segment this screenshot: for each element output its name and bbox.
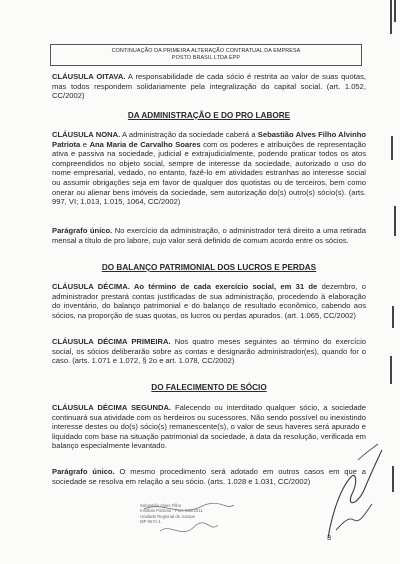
margin-mark: [392, 466, 394, 492]
clausula-nona-name2: Ana Maria de Carvalho Soares: [89, 139, 201, 149]
clausula-decima-primeira: [52, 337, 366, 366]
header-line-2: POSTO BRASIL LTDA EPP: [171, 55, 241, 61]
margin-mark: [390, 356, 392, 384]
clausula-decima-primeira-title: CLÁUSULA DÉCIMA PRIMEIRA.: [52, 337, 171, 346]
heading-administracao-text: DA ADMINISTRAÇÃO E DO PRO LABORE: [127, 111, 291, 120]
handwritten-signature: [318, 420, 388, 550]
paragrafo-unico-1-text: No exercício da administração, o administrador terá direito a uma retirada mensal a título de pro labore, cujo valor será definido de comum acordo entre os sócios.: [52, 226, 367, 245]
paragrafo-unico-1: [52, 226, 366, 245]
clausula-decima-primeira-text: Nos quatro meses seguintes ao término do exercício social, os sócios deliberarão sobre as contas e designarão administrador(es), quando for o caso. (arts. 1.071 e 1.072, § 2o e art. 1.078, CC/2002): [52, 337, 366, 366]
stamp-scribble: [140, 503, 240, 545]
clausula-decima-segunda-text: Falecendo ou interditado qualquer sócio, a sociedade continuará sua atividade com os herdeiros ou sucessores. Não sendo possível ou inexistindo interesse destes ou do(s) sócio(s) remanescente(s), o valor de seus haveres será apurado e liquidado com base na situação patrimonial da sociedade, à data da resolução, verificada em balanço especialmente levantado.: [52, 403, 366, 451]
stamp-line-2: Instituto Patriota - Port. 534/2011: [140, 508, 203, 514]
stamp-line-1: Sebastião Alves Filho: [140, 503, 182, 508]
clausula-nona-text2: e: [80, 139, 90, 149]
clausula-decima-segunda-title: CLÁUSULA DÉCIMA SEGUNDA.: [52, 403, 172, 412]
heading-administracao: [52, 111, 366, 120]
margin-mark: [391, 136, 393, 160]
heading-falecimento: [52, 383, 366, 392]
clausula-decima-text: dezembro, o administrador prestará contas justificadas de sua administração, procedendo à elaboração do inventário, do balanço patrimonial e do balanço de resultado econômico, cabendo aos sócios, na proporção de suas quotas, os lucros ou perdas apurados. (art. 1.065, CC/2002): [52, 282, 366, 320]
stamp-line-4: MP 8671-1: [140, 518, 161, 524]
heading-falecimento-text: DO FALECIMENTO DE SÓCIO: [151, 383, 267, 392]
registration-stamp: [140, 503, 240, 545]
clausula-oitava: [52, 72, 366, 101]
clausula-decima-title: CLÁUSULA DÉCIMA. Ao término de cada exercício social, em 31 de: [52, 282, 318, 291]
heading-balanco-text: DO BALANÇO PATRIMONIAL DOS LUCROS E PERDAS: [101, 263, 317, 272]
clausula-nona-name1: Sebastião Alves Filho Alvinho Patriota: [52, 130, 367, 149]
clausula-oitava-title: CLÁUSULA OITAVA.: [52, 72, 126, 81]
stamp-line-3: Unidade Regional de Jucepe: [140, 513, 196, 519]
paragrafo-unico-2-text: O mesmo procedimento será adotado em outros casos em que a sociedade se resolva em relação a seu sócio. (arts. 1.028 e 1.031, CC/2002): [52, 467, 366, 486]
margin-mark: [390, 0, 392, 34]
clausula-nona-title: CLÁUSULA NONA.: [52, 130, 121, 139]
paragrafo-unico-1-title: Parágrafo único.: [52, 226, 113, 235]
margin-mark: [394, 206, 396, 236]
clausula-nona-text1: A administração da sociedade caberá a: [120, 130, 258, 139]
header-line-1: CONTINUAÇÃO DA PRIMEIRA ALTERAÇÃO CONTRATUAL DA EMPRESA: [111, 48, 301, 54]
page-number: 3: [327, 533, 332, 542]
clausula-nona-text3: com os poderes e atribuições de representação ativa e passiva na sociedade, judicial e extrajudicialmente, podendo praticar todos os atos compreendidos no objeto social, sempre de interesse da sociedade, autorizado o uso do nome empresarial, vedado, no entanto, fazê-lo em atividades estranhas ao interesse social ou assumir obrigações seja em favor de qualquer dos quotistas ou de terceiros, bem como onerar ou alienar bens imóveis da sociedade, sem autorização do(s) outro(s) sócio(s). (arts. 997, VI; 1.013, 1.015, 1064, CC/2002): [52, 139, 366, 207]
right-margin-binding-marks: [386, 0, 400, 564]
margin-mark: [392, 306, 394, 328]
continuation-header-box: [50, 44, 362, 66]
clausula-nona: [52, 130, 366, 207]
clausula-decima: [52, 282, 366, 320]
paragrafo-unico-2-title: Parágrafo único.: [52, 467, 115, 476]
clausula-oitava-text: A responsabilidade de cada sócio é restrita ao valor de suas quotas, mas todos respondem solidariamente pela integralização do capital social. (art. 1.052, CC/2002): [52, 72, 366, 101]
margin-mark: [394, 0, 396, 22]
heading-balanco: [52, 263, 366, 272]
